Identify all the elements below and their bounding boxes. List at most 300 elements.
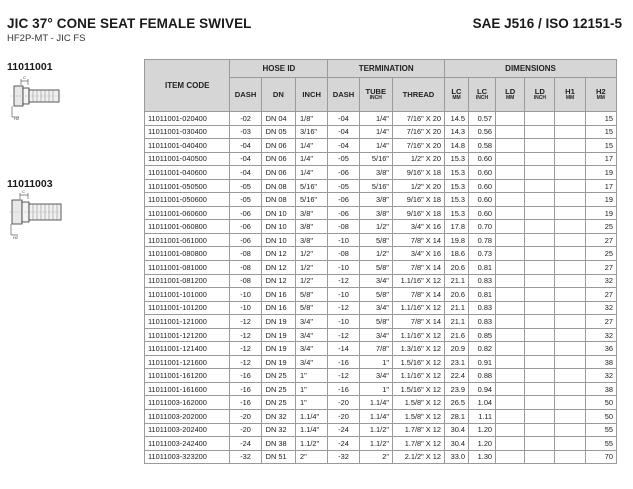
lc-inch-cell: 1.20 bbox=[468, 423, 495, 437]
hose-dash-cell: -05 bbox=[230, 179, 261, 193]
term-tube-cell: 5/8" bbox=[359, 315, 392, 329]
header-item-code: ITEM CODE bbox=[145, 60, 230, 112]
hose-dash-cell: -05 bbox=[230, 193, 261, 207]
h1-cell bbox=[555, 206, 585, 220]
figure-code-1: 11011001 bbox=[7, 61, 53, 73]
hose-dash-cell: -24 bbox=[230, 437, 261, 451]
term-dash-cell: -14 bbox=[328, 342, 359, 356]
ld-mm-cell bbox=[496, 437, 525, 451]
term-tube-cell: 1.1/2" bbox=[359, 437, 392, 451]
h2-cell: 25 bbox=[585, 247, 616, 261]
item-code-cell: 11011001-040400 bbox=[145, 139, 230, 153]
lc-mm-cell: 22.4 bbox=[445, 369, 469, 383]
table-row bbox=[145, 288, 617, 302]
thread-cell: 7/8" X 14 bbox=[392, 315, 444, 329]
ld-inch-cell bbox=[525, 139, 555, 153]
thread-cell: 7/8" X 14 bbox=[392, 233, 444, 247]
ld-mm-cell bbox=[496, 233, 525, 247]
ld-mm-cell bbox=[496, 355, 525, 369]
term-tube-cell: 5/16" bbox=[359, 179, 392, 193]
lc-inch-cell: 0.94 bbox=[468, 382, 495, 396]
hose-dn-cell: DN 10 bbox=[261, 233, 295, 247]
term-tube-cell: 1" bbox=[359, 355, 392, 369]
swivel-fitting-drawing-1 bbox=[7, 73, 63, 135]
thread-cell: 1.1/16" X 12 bbox=[392, 328, 444, 342]
hose-dn-cell: DN 04 bbox=[261, 112, 295, 126]
lc-mm-cell: 21.6 bbox=[445, 328, 469, 342]
h2-cell: 17 bbox=[585, 152, 616, 166]
lc-inch-cell: 0.88 bbox=[468, 369, 495, 383]
item-code-cell: 11011003-242400 bbox=[145, 437, 230, 451]
h1-cell bbox=[555, 369, 585, 383]
lc-inch-cell: 1.11 bbox=[468, 410, 495, 424]
thread-cell: 7/8" X 14 bbox=[392, 261, 444, 275]
term-dash-cell: -06 bbox=[328, 166, 359, 180]
item-code-cell: 11011001-061000 bbox=[145, 233, 230, 247]
hose-dn-cell: DN 12 bbox=[261, 274, 295, 288]
table-row bbox=[145, 193, 617, 207]
thread-cell: 1.3/16" X 12 bbox=[392, 342, 444, 356]
term-dash-cell: -24 bbox=[328, 437, 359, 451]
ld-inch-cell bbox=[525, 112, 555, 126]
lc-inch-cell: 0.78 bbox=[468, 233, 495, 247]
hose-inch-cell: 5/16" bbox=[296, 179, 328, 193]
lc-mm-cell: 21.1 bbox=[445, 274, 469, 288]
page-subtitle: HF2P-MT - JIC FS bbox=[7, 33, 86, 44]
lc-inch-cell: 1.04 bbox=[468, 396, 495, 410]
term-dash-cell: -06 bbox=[328, 206, 359, 220]
h2-cell: 25 bbox=[585, 220, 616, 234]
table-row bbox=[145, 112, 617, 126]
hose-dash-cell: -04 bbox=[230, 152, 261, 166]
hose-dn-cell: DN 38 bbox=[261, 437, 295, 451]
header-h1-mm: H1 MM bbox=[555, 78, 585, 112]
item-code-cell: 11011001-040500 bbox=[145, 152, 230, 166]
ld-inch-cell bbox=[525, 233, 555, 247]
ld-mm-cell bbox=[496, 220, 525, 234]
hose-dash-cell: -08 bbox=[230, 261, 261, 275]
term-tube-cell: 1.1/4" bbox=[359, 410, 392, 424]
term-dash-cell: -05 bbox=[328, 152, 359, 166]
hose-inch-cell: 3/4" bbox=[296, 328, 328, 342]
thread-cell: 1.1/16" X 12 bbox=[392, 274, 444, 288]
lc-inch-cell: 0.83 bbox=[468, 274, 495, 288]
hose-dash-cell: -06 bbox=[230, 206, 261, 220]
term-tube-cell: 1" bbox=[359, 382, 392, 396]
h1-cell bbox=[555, 247, 585, 261]
dim-h2-label: H2 bbox=[13, 235, 19, 240]
h2-cell: 27 bbox=[585, 288, 616, 302]
hose-dn-cell: DN 32 bbox=[261, 410, 295, 424]
ld-inch-cell bbox=[525, 301, 555, 315]
lc-inch-cell: 0.56 bbox=[468, 125, 495, 139]
thread-cell: 9/16" X 18 bbox=[392, 166, 444, 180]
term-dash-cell: -12 bbox=[328, 301, 359, 315]
item-code-cell: 11011001-101200 bbox=[145, 301, 230, 315]
term-tube-cell: 7/8" bbox=[359, 342, 392, 356]
table-row bbox=[145, 369, 617, 383]
ld-inch-cell bbox=[525, 355, 555, 369]
hose-inch-cell: 1/2" bbox=[296, 247, 328, 261]
ld-mm-cell bbox=[496, 166, 525, 180]
hose-dn-cell: DN 19 bbox=[261, 342, 295, 356]
lc-inch-cell: 0.82 bbox=[468, 342, 495, 356]
hose-dn-cell: DN 08 bbox=[261, 179, 295, 193]
ld-mm-cell bbox=[496, 152, 525, 166]
h2-cell: 38 bbox=[585, 382, 616, 396]
thread-cell: 1.5/8" X 12 bbox=[392, 410, 444, 424]
hose-dn-cell: DN 16 bbox=[261, 301, 295, 315]
item-code-cell: 11011001-020400 bbox=[145, 112, 230, 126]
hose-dash-cell: -12 bbox=[230, 328, 261, 342]
term-dash-cell: -10 bbox=[328, 233, 359, 247]
lc-inch-cell: 1.20 bbox=[468, 437, 495, 451]
lc-mm-cell: 14.5 bbox=[445, 112, 469, 126]
ld-inch-cell bbox=[525, 193, 555, 207]
ld-mm-cell bbox=[496, 274, 525, 288]
term-tube-cell: 1/2" bbox=[359, 247, 392, 261]
hose-inch-cell: 1/2" bbox=[296, 261, 328, 275]
table-row bbox=[145, 355, 617, 369]
h1-cell bbox=[555, 179, 585, 193]
thread-cell: 1.5/16" X 12 bbox=[392, 382, 444, 396]
table-row bbox=[145, 220, 617, 234]
standard-label: SAE J516 / ISO 12151-5 bbox=[472, 16, 622, 31]
swivel-fitting-drawing-2 bbox=[7, 189, 63, 251]
term-dash-cell: -16 bbox=[328, 355, 359, 369]
ld-inch-cell bbox=[525, 206, 555, 220]
term-tube-cell: 5/16" bbox=[359, 152, 392, 166]
hose-dn-cell: DN 06 bbox=[261, 139, 295, 153]
hose-dn-cell: DN 16 bbox=[261, 288, 295, 302]
thread-cell: 3/4" X 16 bbox=[392, 247, 444, 261]
hose-inch-cell: 5/8" bbox=[296, 301, 328, 315]
item-code-cell: 11011001-081000 bbox=[145, 261, 230, 275]
hose-inch-cell: 1" bbox=[296, 382, 328, 396]
h1-cell bbox=[555, 220, 585, 234]
term-tube-cell: 1.1/4" bbox=[359, 396, 392, 410]
h2-cell: 15 bbox=[585, 112, 616, 126]
hose-dn-cell: DN 06 bbox=[261, 152, 295, 166]
h2-cell: 55 bbox=[585, 437, 616, 451]
hose-inch-cell: 3/16" bbox=[296, 125, 328, 139]
hose-dn-cell: DN 19 bbox=[261, 355, 295, 369]
hose-dn-cell: DN 51 bbox=[261, 450, 295, 464]
term-tube-cell: 5/8" bbox=[359, 261, 392, 275]
h1-cell bbox=[555, 193, 585, 207]
hose-dash-cell: -12 bbox=[230, 315, 261, 329]
lc-inch-cell: 0.70 bbox=[468, 220, 495, 234]
dim-c-label: C bbox=[22, 189, 25, 194]
header-hose-inch: INCH bbox=[296, 78, 328, 112]
ld-mm-cell bbox=[496, 328, 525, 342]
term-dash-cell: -10 bbox=[328, 288, 359, 302]
hose-dn-cell: DN 12 bbox=[261, 261, 295, 275]
hose-dash-cell: -10 bbox=[230, 301, 261, 315]
lc-inch-cell: 0.60 bbox=[468, 206, 495, 220]
header-ld-mm: LD MM bbox=[496, 78, 525, 112]
h1-cell bbox=[555, 396, 585, 410]
h1-cell bbox=[555, 342, 585, 356]
lc-inch-cell: 1.30 bbox=[468, 450, 495, 464]
hose-dash-cell: -20 bbox=[230, 410, 261, 424]
page-title: JIC 37° CONE SEAT FEMALE SWIVEL bbox=[7, 16, 252, 31]
table-row bbox=[145, 139, 617, 153]
h1-cell bbox=[555, 301, 585, 315]
hose-dash-cell: -10 bbox=[230, 288, 261, 302]
thread-cell: 1.5/16" X 12 bbox=[392, 355, 444, 369]
h1-cell bbox=[555, 139, 585, 153]
term-dash-cell: -12 bbox=[328, 274, 359, 288]
ld-mm-cell bbox=[496, 139, 525, 153]
header-hose-id: HOSE ID bbox=[230, 60, 328, 78]
table-row bbox=[145, 437, 617, 451]
term-dash-cell: -08 bbox=[328, 247, 359, 261]
term-tube-cell: 3/8" bbox=[359, 193, 392, 207]
term-tube-cell: 1/2" bbox=[359, 220, 392, 234]
hose-inch-cell: 1.1/4" bbox=[296, 410, 328, 424]
item-code-cell: 11011001-161600 bbox=[145, 382, 230, 396]
hose-dash-cell: -16 bbox=[230, 369, 261, 383]
ld-inch-cell bbox=[525, 450, 555, 464]
hose-inch-cell: 1.1/2" bbox=[296, 437, 328, 451]
h2-cell: 27 bbox=[585, 233, 616, 247]
item-code-cell: 11011001-060600 bbox=[145, 206, 230, 220]
ld-mm-cell bbox=[496, 450, 525, 464]
thread-cell: 1/2" X 20 bbox=[392, 152, 444, 166]
lc-inch-cell: 0.60 bbox=[468, 193, 495, 207]
lc-mm-cell: 15.3 bbox=[445, 193, 469, 207]
h1-cell bbox=[555, 437, 585, 451]
ld-inch-cell bbox=[525, 247, 555, 261]
h1-cell bbox=[555, 355, 585, 369]
table-row bbox=[145, 274, 617, 288]
lc-mm-cell: 14.3 bbox=[445, 125, 469, 139]
thread-cell: 7/16" X 20 bbox=[392, 112, 444, 126]
h2-cell: 19 bbox=[585, 206, 616, 220]
h2-cell: 19 bbox=[585, 193, 616, 207]
hose-inch-cell: 1/8" bbox=[296, 112, 328, 126]
hose-dn-cell: DN 10 bbox=[261, 220, 295, 234]
table-row bbox=[145, 382, 617, 396]
hose-dash-cell: -04 bbox=[230, 166, 261, 180]
ld-mm-cell bbox=[496, 369, 525, 383]
term-dash-cell: -10 bbox=[328, 261, 359, 275]
term-tube-cell: 3/4" bbox=[359, 274, 392, 288]
ld-mm-cell bbox=[496, 315, 525, 329]
h2-cell: 15 bbox=[585, 139, 616, 153]
hose-inch-cell: 1/4" bbox=[296, 139, 328, 153]
term-dash-cell: -16 bbox=[328, 382, 359, 396]
thread-cell: 7/16" X 20 bbox=[392, 125, 444, 139]
thread-cell: 1.5/8" X 12 bbox=[392, 396, 444, 410]
h2-cell: 19 bbox=[585, 166, 616, 180]
h2-cell: 32 bbox=[585, 301, 616, 315]
h2-cell: 50 bbox=[585, 396, 616, 410]
h2-cell: 55 bbox=[585, 423, 616, 437]
hose-dash-cell: -03 bbox=[230, 125, 261, 139]
ld-mm-cell bbox=[496, 206, 525, 220]
item-code-cell: 11011001-121600 bbox=[145, 355, 230, 369]
thread-cell: 3/4" X 16 bbox=[392, 220, 444, 234]
header-term-thread: THREAD bbox=[392, 78, 444, 112]
lc-mm-cell: 18.6 bbox=[445, 247, 469, 261]
lc-inch-cell: 0.58 bbox=[468, 139, 495, 153]
ld-mm-cell bbox=[496, 112, 525, 126]
ld-mm-cell bbox=[496, 382, 525, 396]
term-dash-cell: -20 bbox=[328, 410, 359, 424]
h2-cell: 32 bbox=[585, 369, 616, 383]
term-tube-cell: 5/8" bbox=[359, 288, 392, 302]
lc-mm-cell: 28.1 bbox=[445, 410, 469, 424]
item-code-cell: 11011001-080800 bbox=[145, 247, 230, 261]
h1-cell bbox=[555, 261, 585, 275]
hose-dash-cell: -06 bbox=[230, 220, 261, 234]
thread-cell: 7/8" X 14 bbox=[392, 288, 444, 302]
term-dash-cell: -10 bbox=[328, 315, 359, 329]
hose-inch-cell: 1/2" bbox=[296, 274, 328, 288]
hose-dash-cell: -04 bbox=[230, 139, 261, 153]
ld-inch-cell bbox=[525, 369, 555, 383]
table-row bbox=[145, 301, 617, 315]
ld-inch-cell bbox=[525, 152, 555, 166]
ld-inch-cell bbox=[525, 410, 555, 424]
term-dash-cell: -12 bbox=[328, 328, 359, 342]
hose-dash-cell: -08 bbox=[230, 274, 261, 288]
ld-mm-cell bbox=[496, 288, 525, 302]
h2-cell: 15 bbox=[585, 125, 616, 139]
term-tube-cell: 5/8" bbox=[359, 233, 392, 247]
table-row bbox=[145, 328, 617, 342]
lc-inch-cell: 0.91 bbox=[468, 355, 495, 369]
lc-mm-cell: 19.8 bbox=[445, 233, 469, 247]
item-code-cell: 11011003-202400 bbox=[145, 423, 230, 437]
lc-inch-cell: 0.73 bbox=[468, 247, 495, 261]
ld-inch-cell bbox=[525, 261, 555, 275]
term-dash-cell: -08 bbox=[328, 220, 359, 234]
table-row bbox=[145, 396, 617, 410]
lc-inch-cell: 0.83 bbox=[468, 315, 495, 329]
hose-dash-cell: -08 bbox=[230, 247, 261, 261]
lc-mm-cell: 30.4 bbox=[445, 423, 469, 437]
item-code-cell: 11011001-060800 bbox=[145, 220, 230, 234]
ld-mm-cell bbox=[496, 410, 525, 424]
lc-mm-cell: 30.4 bbox=[445, 437, 469, 451]
hose-dn-cell: DN 19 bbox=[261, 315, 295, 329]
hose-dash-cell: -16 bbox=[230, 382, 261, 396]
lc-mm-cell: 26.5 bbox=[445, 396, 469, 410]
term-tube-cell: 2" bbox=[359, 450, 392, 464]
figure-code-2: 11011003 bbox=[7, 178, 53, 190]
lc-inch-cell: 0.60 bbox=[468, 166, 495, 180]
header-term-dash: DASH bbox=[328, 78, 359, 112]
ld-mm-cell bbox=[496, 125, 525, 139]
lc-mm-cell: 15.3 bbox=[445, 206, 469, 220]
header-hose-dn: DN bbox=[261, 78, 295, 112]
header-lc-mm: LC MM bbox=[445, 78, 469, 112]
lc-inch-cell: 0.85 bbox=[468, 328, 495, 342]
ld-inch-cell bbox=[525, 220, 555, 234]
thread-cell: 2.1/2" X 12 bbox=[392, 450, 444, 464]
term-tube-cell: 1/4" bbox=[359, 139, 392, 153]
h2-cell: 32 bbox=[585, 274, 616, 288]
h2-cell: 70 bbox=[585, 450, 616, 464]
lc-mm-cell: 15.3 bbox=[445, 152, 469, 166]
h1-cell bbox=[555, 382, 585, 396]
h1-cell bbox=[555, 423, 585, 437]
table-row bbox=[145, 166, 617, 180]
h1-cell bbox=[555, 450, 585, 464]
ld-inch-cell bbox=[525, 396, 555, 410]
item-code-cell: 11011001-050500 bbox=[145, 179, 230, 193]
table-row bbox=[145, 342, 617, 356]
thread-cell: 7/16" X 20 bbox=[392, 139, 444, 153]
h2-cell: 36 bbox=[585, 342, 616, 356]
term-dash-cell: -05 bbox=[328, 179, 359, 193]
h2-cell: 32 bbox=[585, 328, 616, 342]
thread-cell: 1.7/8" X 12 bbox=[392, 423, 444, 437]
header-lc-inch: LC INCH bbox=[468, 78, 495, 112]
ld-mm-cell bbox=[496, 396, 525, 410]
hose-inch-cell: 2" bbox=[296, 450, 328, 464]
lc-mm-cell: 21.1 bbox=[445, 315, 469, 329]
header-termination: TERMINATION bbox=[328, 60, 445, 78]
specification-table bbox=[144, 59, 617, 464]
ld-inch-cell bbox=[525, 342, 555, 356]
term-tube-cell: 3/8" bbox=[359, 206, 392, 220]
h1-cell bbox=[555, 233, 585, 247]
h1-cell bbox=[555, 125, 585, 139]
hose-dn-cell: DN 19 bbox=[261, 328, 295, 342]
term-dash-cell: -04 bbox=[328, 139, 359, 153]
item-code-cell: 11011001-030400 bbox=[145, 125, 230, 139]
hose-inch-cell: 3/4" bbox=[296, 355, 328, 369]
hose-dn-cell: DN 12 bbox=[261, 247, 295, 261]
item-code-cell: 11011001-121000 bbox=[145, 315, 230, 329]
thread-cell: 1.7/8" X 12 bbox=[392, 437, 444, 451]
item-code-cell: 11011001-101000 bbox=[145, 288, 230, 302]
h1-cell bbox=[555, 152, 585, 166]
ld-inch-cell bbox=[525, 288, 555, 302]
ld-inch-cell bbox=[525, 274, 555, 288]
term-tube-cell: 1/4" bbox=[359, 112, 392, 126]
table-row bbox=[145, 423, 617, 437]
h2-cell: 27 bbox=[585, 315, 616, 329]
lc-inch-cell: 0.60 bbox=[468, 179, 495, 193]
term-tube-cell: 3/4" bbox=[359, 328, 392, 342]
table-row bbox=[145, 125, 617, 139]
item-code-cell: 11011001-161200 bbox=[145, 369, 230, 383]
hose-inch-cell: 1" bbox=[296, 369, 328, 383]
ld-inch-cell bbox=[525, 328, 555, 342]
lc-mm-cell: 23.1 bbox=[445, 355, 469, 369]
hose-dash-cell: -06 bbox=[230, 233, 261, 247]
item-code-cell: 11011001-050600 bbox=[145, 193, 230, 207]
lc-mm-cell: 20.6 bbox=[445, 288, 469, 302]
h1-cell bbox=[555, 274, 585, 288]
hose-inch-cell: 1" bbox=[296, 396, 328, 410]
table-row bbox=[145, 206, 617, 220]
table-row bbox=[145, 315, 617, 329]
term-dash-cell: -32 bbox=[328, 450, 359, 464]
thread-cell: 9/16" X 18 bbox=[392, 206, 444, 220]
item-code-cell: 11011003-323200 bbox=[145, 450, 230, 464]
ld-inch-cell bbox=[525, 166, 555, 180]
hose-dn-cell: DN 06 bbox=[261, 166, 295, 180]
item-code-cell: 11011001-121400 bbox=[145, 342, 230, 356]
term-tube-cell: 3/4" bbox=[359, 301, 392, 315]
term-tube-cell: 1/4" bbox=[359, 125, 392, 139]
